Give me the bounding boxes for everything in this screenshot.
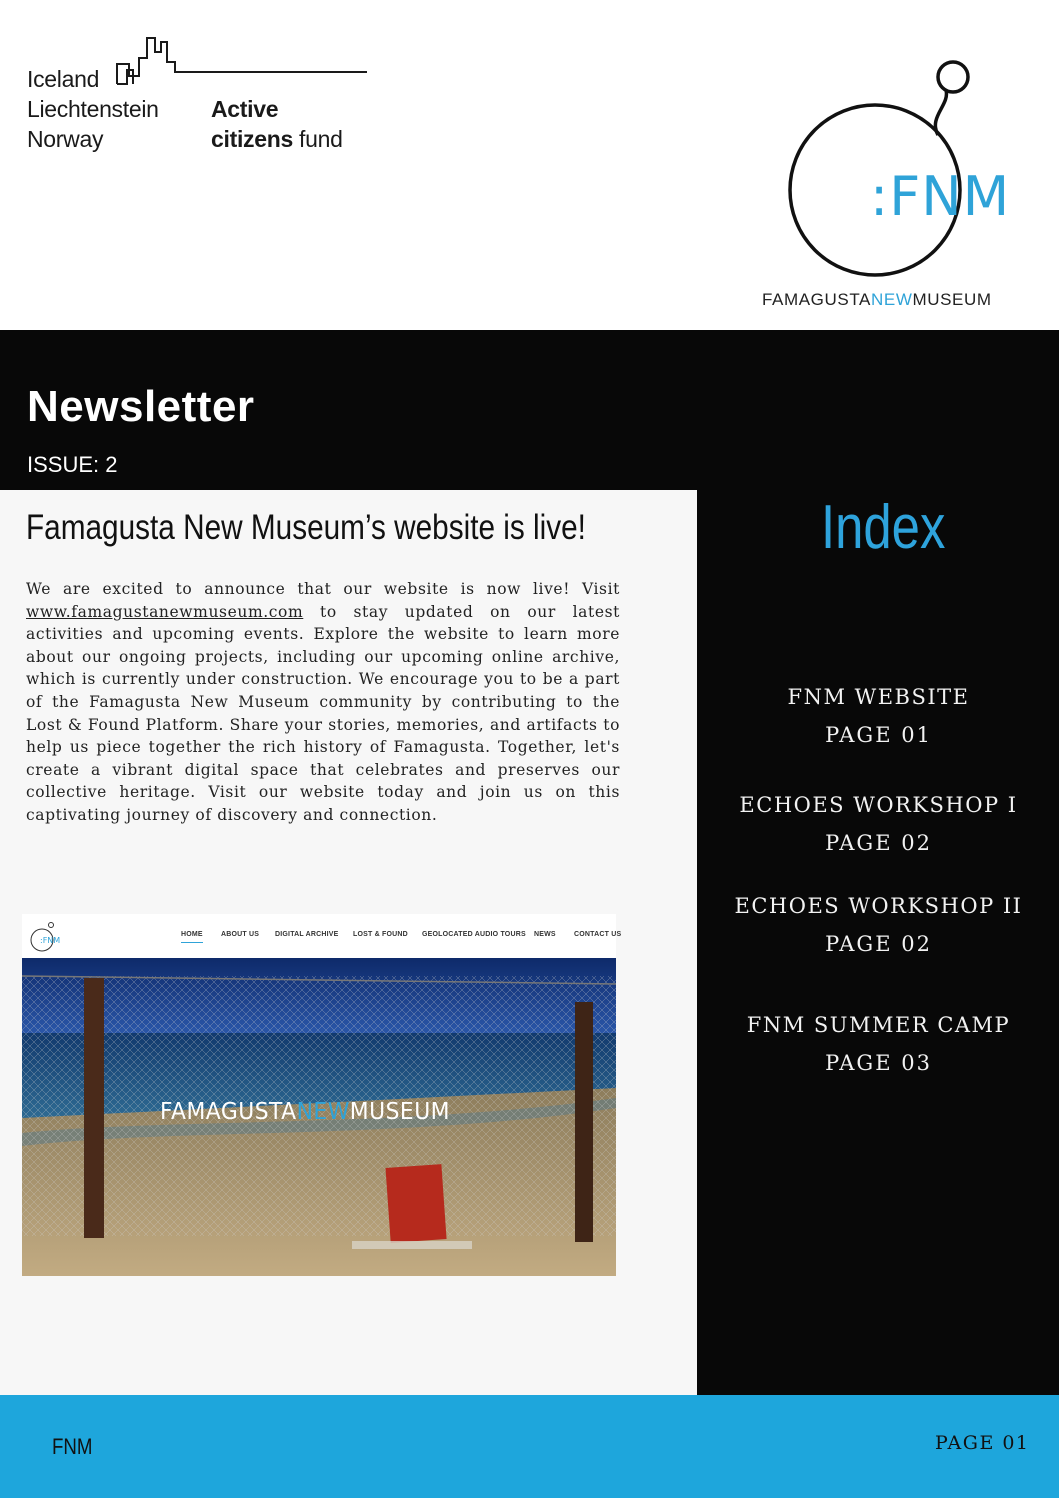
fnm-circle-mark-icon (760, 55, 1035, 285)
index-item[interactable] (698, 786, 1059, 862)
fund-name-active: Active (211, 96, 279, 122)
fund-name (211, 94, 343, 154)
active-citizens-fund-logo (27, 36, 367, 156)
article-body-rest: to stay updated on our latest activities and upcoming events. Explore the website to learn more about our ongoing projects, including our upcoming online archive, which is currently under construction. We encourage you to be a part of the Famagusta New Museum community by contributing to the Lost & Found Platform. Share your stories, memories, and artifacts to help us piece together the rich history of Famagusta. Together, let's create a vibrant digital space that celebrates and preserves our collective heritage. Visit our website today and join us on this captivating journey of discovery and connection. (26, 602, 620, 824)
wordmark-museum: MUSEUM (912, 290, 992, 309)
screenshot-hero-wordmark: FAMAGUSTANEWMUSEUM (160, 1099, 451, 1125)
index-item-label: FNM SUMMER CAMP (746, 1013, 1011, 1037)
country-norway: Norway (27, 126, 104, 152)
screenshot-nav-home: HOME (181, 931, 203, 943)
index-item[interactable] (698, 678, 1059, 754)
country-liechtenstein: Liechtenstein (27, 96, 159, 122)
page-header (0, 0, 1059, 330)
footer-page-number: PAGE 01 (935, 1432, 1030, 1454)
index-item[interactable] (698, 887, 1059, 963)
screenshot-nav-news: NEWS (534, 931, 556, 938)
index-title: Index (821, 493, 946, 562)
screenshot-nav-archive: DIGITAL ARCHIVE (275, 931, 339, 938)
index-item-label: FNM WEBSITE (787, 685, 970, 709)
wordmark-new: NEW (871, 290, 913, 309)
wordmark-famagusta: FAMAGUSTA (762, 290, 871, 309)
index-item-page: PAGE 01 (825, 723, 932, 747)
page-footer (0, 1395, 1059, 1498)
screenshot-fnm-logo-icon (28, 920, 68, 954)
screenshot-nav-about: ABOUT US (221, 931, 260, 938)
fnm-mark-text: :FNM (870, 165, 1011, 228)
index-item-page: PAGE 02 (825, 932, 932, 956)
newsletter-title: Newsletter (27, 382, 255, 431)
article-title: Famagusta New Museum’s website is live! (26, 508, 586, 547)
footer-brand: FNM (52, 1434, 93, 1459)
country-iceland: Iceland (27, 66, 100, 92)
article-body-intro: We are excited to announce that our website is now live! Visit (26, 580, 620, 598)
website-link[interactable]: www.famagustanewmuseum.com (26, 602, 304, 621)
index-item-label: ECHOES WORKSHOP II (734, 894, 1023, 918)
index-item[interactable] (698, 1006, 1059, 1082)
fnm-wordmark (762, 290, 992, 310)
fund-name-citizens: citizens (211, 126, 293, 152)
screenshot-nav-contact: CONTACT US (574, 931, 622, 938)
issue-number: ISSUE: 2 (27, 452, 118, 477)
fnm-logo (760, 55, 1035, 315)
article-body (26, 578, 620, 827)
screenshot-nav-bar (22, 914, 622, 958)
screenshot-nav-lost-found: LOST & FOUND (353, 931, 408, 938)
fund-name-fund: fund (292, 126, 343, 152)
svg-text::FNM: :FNM (40, 936, 61, 945)
screenshot-nav-audio-tours: GEOLOCATED AUDIO TOURS (422, 931, 526, 938)
index-item-page: PAGE 03 (825, 1051, 932, 1075)
index-item-label: ECHOES WORKSHOP I (739, 793, 1018, 817)
funder-countries (27, 64, 159, 154)
index-item-page: PAGE 02 (825, 831, 932, 855)
website-screenshot (22, 914, 622, 1276)
